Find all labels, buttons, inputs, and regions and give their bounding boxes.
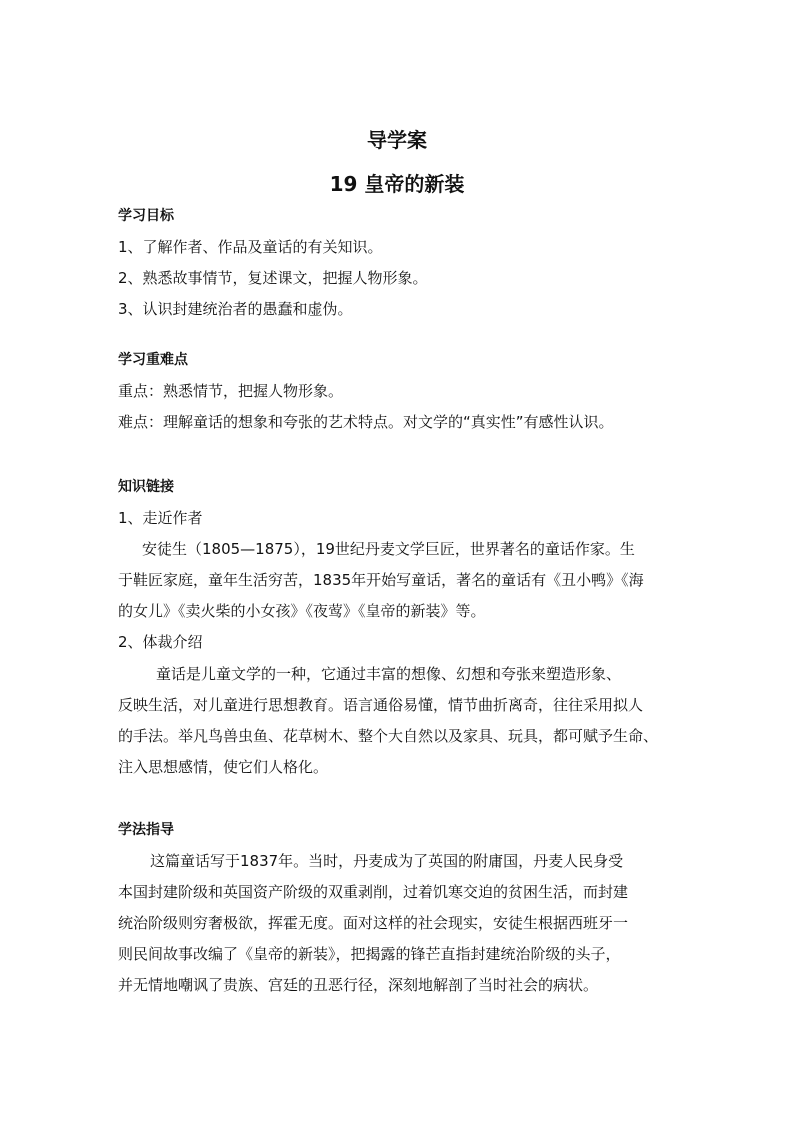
guidance-paragraph-line: 则民间故事改编了《皇帝的新装》，把揭露的锋芒直指封建统治阶级的头子， (118, 945, 621, 963)
guidance-paragraph-line: 统治阶级则穷奢极欲，挥霍无度。面对这样的社会现实，安徒生根据西班牙一 (118, 914, 629, 932)
lesson-title: 19 皇帝的新装 (329, 172, 465, 196)
guidance-paragraph-line: 并无情地嘲讽了贵族、宫廷的丑恶行径，深刻地解剖了当时社会的病状。 (118, 976, 599, 994)
genre-paragraph-line: 童话是儿童文学的一种，它通过丰富的想像、幻想和夸张来塑造形象、 (156, 665, 622, 683)
key-points-heading: 学习重难点 (118, 352, 188, 368)
guidance-paragraph-line: 本国封建阶级和英国资产阶级的双重剥削，过着饥寒交迫的贫困生活，而封建 (118, 883, 629, 901)
guidance-paragraph-line: 这篇童话写于1837年。当时，丹麦成为了英国的附庸国，丹麦人民身受 (150, 852, 624, 870)
genre-paragraph-line: 的手法。举凡鸟兽虫鱼、花草树木、整个大自然以及家具、玩具，都可赋予生命、 (118, 727, 659, 745)
genre-paragraph-line: 注入思想感情，使它们人格化。 (118, 758, 329, 776)
key-point-item: 重点：熟悉情节，把握人物形象。 (118, 382, 344, 400)
author-subheading: 1、走近作者 (118, 509, 203, 527)
genre-subheading: 2、体裁介绍 (118, 633, 203, 651)
guidance-heading: 学法指导 (118, 822, 174, 838)
objective-item: 2、熟悉故事情节，复述课文，把握人物形象。 (118, 269, 428, 287)
page-title: 导学案 (367, 128, 427, 152)
objective-item: 3、认识封建统治者的愚蠢和虚伪。 (118, 300, 353, 318)
key-point-item: 难点：理解童话的想象和夸张的艺术特点。对文学的“真实性”有感性认识。 (118, 413, 614, 431)
author-paragraph-line: 于鞋匠家庭，童年生活穷苦，1835年开始写童话，著名的童话有《丑小鸭》《海 (118, 571, 644, 589)
genre-paragraph-line: 反映生活，对儿童进行思想教育。语言通俗易懂，情节曲折离奇，往往采用拟人 (118, 696, 644, 714)
author-paragraph-line: 的女儿》《卖火柴的小女孩》《夜莺》《皇帝的新装》等。 (118, 602, 486, 620)
objectives-heading: 学习目标 (118, 208, 174, 224)
author-paragraph-line: 安徒生（1805—1875），19世纪丹麦文学巨匠，世界著名的童话作家。生 (142, 540, 635, 558)
knowledge-heading: 知识链接 (118, 479, 174, 495)
objective-item: 1、了解作者、作品及童话的有关知识。 (118, 238, 383, 256)
